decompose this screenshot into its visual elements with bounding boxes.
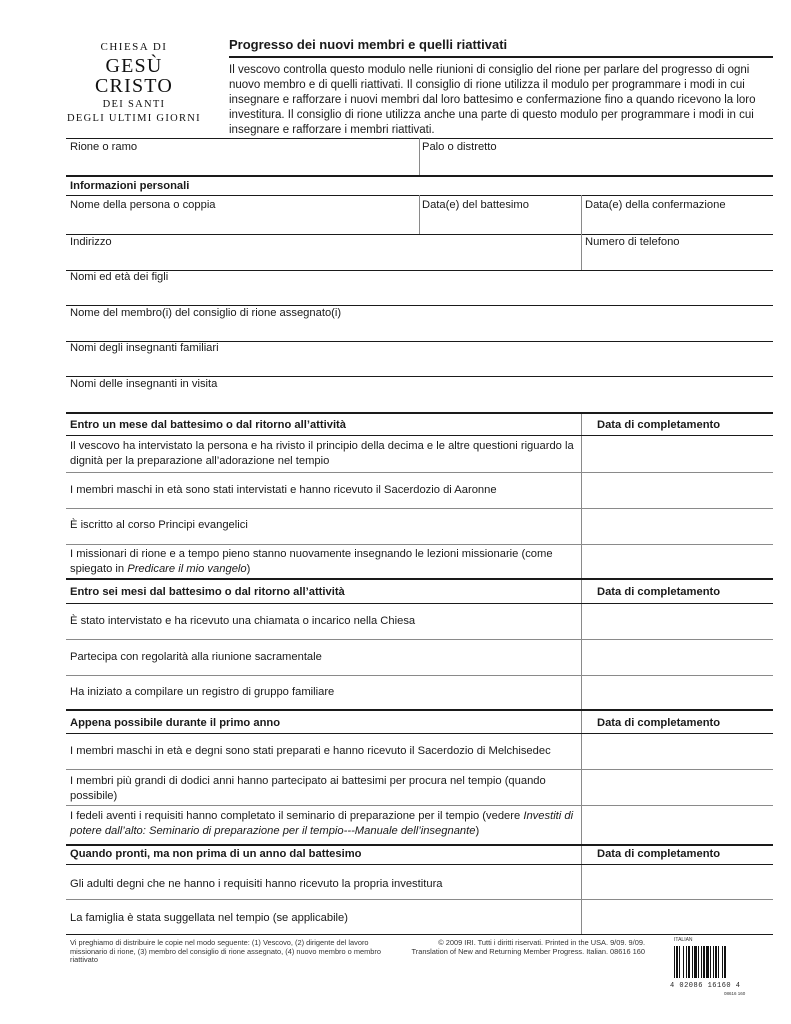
telefono-label: Numero di telefono <box>585 236 680 248</box>
divider <box>66 508 773 509</box>
completion-date-field[interactable] <box>584 902 771 932</box>
divider <box>66 305 773 306</box>
task-text-reference: Investiti di potere dall’alto: Seminario di preparazione per il tempio---Manuale dell’insegnante <box>70 810 574 837</box>
divider <box>66 435 773 436</box>
divider <box>66 544 773 545</box>
completion-date-field[interactable] <box>584 867 771 897</box>
barcode-bar <box>692 946 693 978</box>
indirizzo-field[interactable] <box>70 251 577 269</box>
task-text: Partecipa con regolarità alla riunione sacramentale <box>70 651 322 663</box>
barcode-bar <box>724 946 726 978</box>
task-text-end: ) <box>475 825 480 837</box>
section-rule <box>66 578 773 580</box>
palo-field[interactable] <box>422 155 772 173</box>
divider <box>66 175 773 177</box>
completion-date-field[interactable] <box>584 642 771 673</box>
divider <box>66 934 773 935</box>
copyright-note <box>395 939 645 956</box>
rione-label: Rione o ramo <box>70 141 138 153</box>
completion-date-field[interactable] <box>584 606 771 637</box>
nome-label: Nome della persona o coppia <box>70 199 216 211</box>
completion-date-field[interactable] <box>584 438 771 470</box>
completion-date-field[interactable] <box>584 736 771 767</box>
confermazione-label: Data(e) della confermazione <box>585 199 726 211</box>
logo-line-2: GESÙ CRISTO <box>95 55 173 97</box>
divider <box>66 639 773 640</box>
divider <box>581 580 582 709</box>
barcode-bar <box>722 946 723 978</box>
familiari-field[interactable] <box>70 357 772 375</box>
barcode-bar <box>694 946 697 978</box>
completion-date-field[interactable] <box>584 511 771 542</box>
barcode-bar <box>706 946 709 978</box>
barcode-bar <box>698 946 699 978</box>
divider <box>66 376 773 377</box>
section-heading: Entro sei mesi dal battesimo o dal ritorno all’attività <box>70 586 345 598</box>
divider <box>66 675 773 676</box>
personal-info-heading: Informazioni personali <box>70 180 190 192</box>
divider <box>66 234 773 235</box>
section-heading: Entro un mese dal battesimo o dal ritorno all’attività <box>70 419 347 431</box>
battesimo-field[interactable] <box>422 214 577 232</box>
distribution-note: Vi preghiamo di distribuire le copie nel modo seguente: (1) Vescovo, (2) dirigente del lavoro missionario di rione, (3) membro del consiglio di rione assegnato, (4) nuovo membro o membro riattivato <box>70 938 381 964</box>
task-text: La famiglia è stata suggellata nel tempio (se applicabile) <box>70 912 348 924</box>
logo-line-1: CHIESA DI <box>100 41 168 53</box>
section-heading: Appena possibile durante il primo anno <box>70 717 281 729</box>
completion-date-field[interactable] <box>584 546 771 576</box>
completion-column-header: Data di completamento <box>597 419 721 431</box>
task-text: È iscritto al corso Principi evangelici <box>70 519 248 531</box>
barcode-bar <box>701 946 702 978</box>
completion-column-header: Data di completamento <box>597 717 721 729</box>
task-text: È stato intervistato e ha ricevuto una chiamata o incarico nella Chiesa <box>70 615 416 627</box>
familiari-label: Nomi degli insegnanti familiari <box>70 342 219 354</box>
task-text: I membri più grandi di dodici anni hanno partecipato ai battesimi per procura nel tempio (quando possibile) <box>70 775 546 802</box>
consiglio-label: Nome del membro(i) del consiglio di rione assegnato(i) <box>70 307 342 319</box>
divider <box>66 864 773 865</box>
task-text-end: ) <box>246 563 251 575</box>
task-text: Ha iniziato a compilare un registro di gruppo familiare <box>70 686 335 698</box>
barcode-bar <box>710 946 711 978</box>
battesimo-label: Data(e) del battesimo <box>422 199 529 211</box>
figli-field[interactable] <box>70 286 772 304</box>
divider <box>419 138 420 175</box>
divider <box>581 414 582 578</box>
completion-column-header: Data di completamento <box>597 586 721 598</box>
barcode-bar <box>676 946 678 978</box>
form-intro: Il vescovo controlla questo modulo nelle riunioni di consiglio del rione per parlare del progresso di ogni nuovo membro e di quelli riattivati. Il consiglio di rione utilizza il modulo per programmare i modi in cui insegnare e rafforzare i nuovi membri dal loro battesimo e confermazione fino a quando ricevono la loro investitura. Il consiglio di rione utilizza anche una parte di questo modulo per programmare i modi in cui insegnare e rafforzare i membri riattivati. <box>229 64 756 136</box>
figli-label: Nomi ed età dei figli <box>70 271 169 283</box>
rione-field[interactable] <box>70 155 415 173</box>
copyright-line: © 2009 IRI. Tutti i diritti riservati. Printed in the USA. 9/09. 9/09. <box>438 938 645 947</box>
section-rule <box>66 412 773 414</box>
divider <box>419 195 420 234</box>
task-text-main: I missionari di rione e a tempo pieno stanno nuovamente insegnando le lezioni missionarie (come spiegato in <box>70 548 553 575</box>
barcode-bar <box>679 946 680 978</box>
barcode-bar <box>674 946 675 978</box>
divider <box>581 195 582 234</box>
task-text <box>70 809 575 839</box>
task-text <box>70 547 575 577</box>
divider <box>581 846 582 934</box>
completion-date-field[interactable] <box>584 772 771 803</box>
confermazione-field[interactable] <box>585 214 772 232</box>
church-logo <box>66 42 202 124</box>
task-text-main: I fedeli aventi i requisiti hanno completato il seminario di preparazione per il tempio (vedere <box>70 810 524 822</box>
completion-date-field[interactable] <box>584 678 771 707</box>
divider <box>66 805 773 806</box>
indirizzo-label: Indirizzo <box>70 236 112 248</box>
logo-line-4: DEGLI ULTIMI GIORNI <box>67 112 201 124</box>
divider <box>581 711 582 844</box>
divider <box>66 603 773 604</box>
divider <box>66 899 773 900</box>
task-text: I membri maschi in età e degni sono stati preparati e hanno ricevuto il Sacerdozio di Melchisedec <box>70 745 551 757</box>
barcode-code: 08616 160 <box>724 991 746 996</box>
logo-line-3: DEI SANTI <box>102 99 166 110</box>
section-heading: Quando pronti, ma non prima di un anno dal battesimo <box>70 848 362 860</box>
divider <box>66 733 773 734</box>
barcode-number: 4 02086 16160 4 <box>670 982 741 990</box>
telefono-field[interactable] <box>585 251 772 269</box>
task-text: Il vescovo ha intervistato la persona e ha rivisto il principio della decima e le altre questioni riguardo la dignità per la preparazione all’adorazione nel tempio <box>70 440 574 467</box>
barcode-bar <box>713 946 714 978</box>
title-rule <box>229 56 773 58</box>
palo-label: Palo o distretto <box>422 141 497 153</box>
visita-label: Nomi delle insegnanti in visita <box>70 378 218 390</box>
section-rule <box>66 844 773 846</box>
divider <box>66 270 773 271</box>
nome-field[interactable] <box>70 214 415 232</box>
visita-field[interactable] <box>70 393 772 410</box>
barcode <box>674 946 734 978</box>
completion-column-header: Data di completamento <box>597 848 721 860</box>
divider <box>66 472 773 473</box>
task-text: Gli adulti degni che ne hanno i requisiti hanno ricevuto la propria investitura <box>70 878 443 890</box>
barcode-bar <box>686 946 687 978</box>
divider <box>66 769 773 770</box>
divider <box>581 234 582 270</box>
completion-date-field[interactable] <box>584 475 771 506</box>
task-text-reference: Predicare il mio vangelo <box>127 563 247 575</box>
task-text: I membri maschi in età sono stati intervistati e hanno ricevuto il Sacerdozio di Aaronne <box>70 484 497 496</box>
consiglio-field[interactable] <box>70 322 772 340</box>
barcode-bar <box>683 946 684 978</box>
form-title: Progresso dei nuovi membri e quelli riattivati <box>229 37 508 52</box>
barcode-bar <box>703 946 705 978</box>
translation-line: Translation of New and Returning Member Progress. Italian. 08616 160 <box>411 946 645 956</box>
barcode-bar <box>718 946 719 978</box>
barcode-bar <box>715 946 717 978</box>
completion-date-field[interactable] <box>584 808 771 842</box>
barcode-bar <box>688 946 690 978</box>
language-tag: ITALIAN <box>674 937 693 943</box>
section-rule <box>66 709 773 711</box>
